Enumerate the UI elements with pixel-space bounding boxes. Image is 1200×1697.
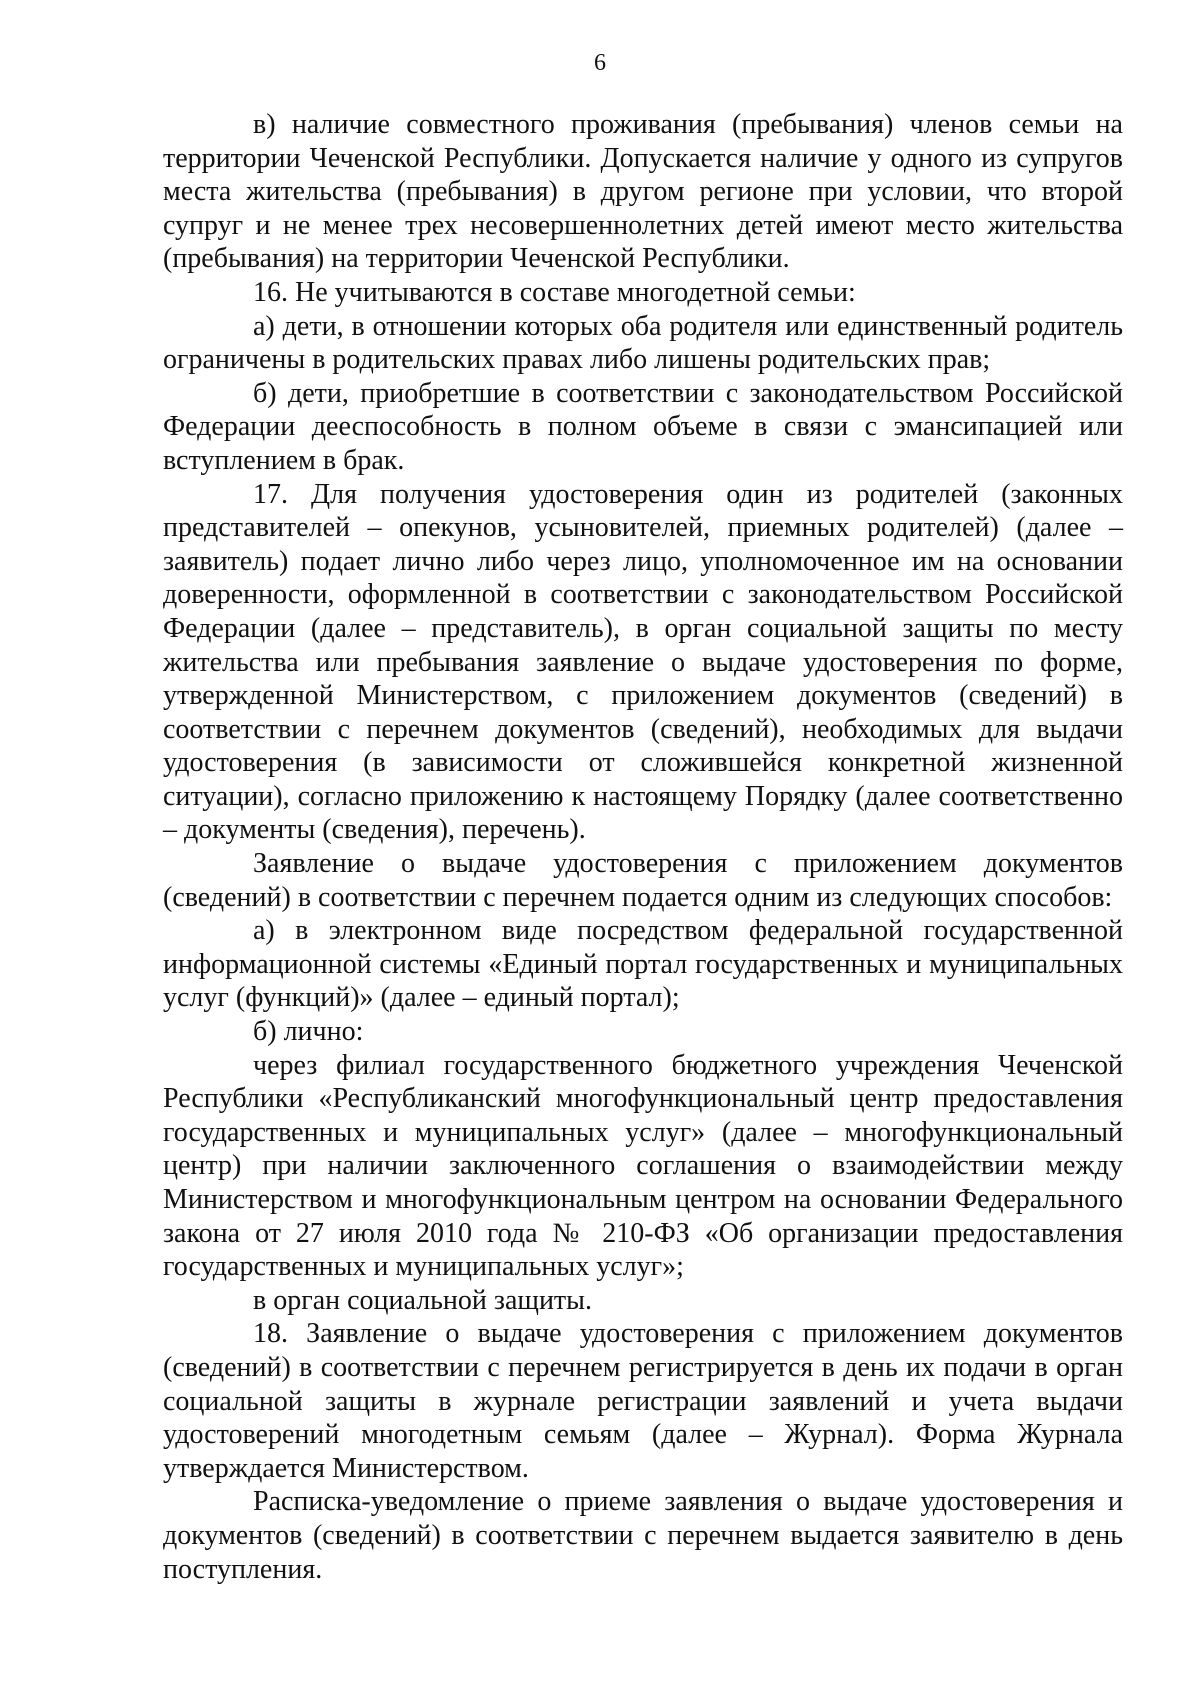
paragraph-method-b: б) лично: [253,1016,364,1048]
paragraph-mfc: через филиал государственного бюджетного учреждения Чеченской Республики «Республиканский многофункциональный центр предоставления государственных и муниципальных услуг» (далее – многофункциональный центр) при наличии заключенного соглашения о взаимодействии между Министерством и многофункциональным центром на основании Федерального закона от 27 июля 2010 года № 210-ФЗ «Об организации предоставления государственных и муниципальных услуг»; [163,1049,1123,1283]
paragraph-receipt: Расписка-уведомление о приеме заявления о выдаче удостоверения и документов (сведений) в соответствии с перечнем выдается заявителю в день поступления. [163,1486,1123,1585]
paragraph-16a: а) дети, в отношении которых оба родителя или единственный родитель ограничены в родительских правах либо лишены родительских прав; [163,310,1123,376]
paragraph-17: 17. Для получения удостоверения один из родителей (законных представителей – опекунов, усыновителей, приемных родителей) (далее – заявитель) подает лично либо через лицо, уполномоченное им на основании доверенности, оформленной в соответствии с законодательством Российской Федерации (далее – представитель), в орган социальной защиты по месту жительства или пребывания заявление о выдаче удостоверения по форме, утвержденной Министерством, с приложением документов (сведений) в соответствии с перечнем документов (сведений), необходимых для выдачи удостоверения (в зависимости от сложившейся конкретной жизненной ситуации), согласно приложению к настоящему Порядку (далее соответственно – документы (сведения), перечень). [163,478,1123,846]
paragraph-application-methods: Заявление о выдаче удостоверения с приложением документов (сведений) в соответствии с перечнем подается одним из следующих способов: [163,848,1123,913]
paragraph-16-heading: 16. Не учитываются в составе многодетной семьи: [253,276,856,308]
document-body [163,108,1123,1586]
paragraph-cohabitation: в) наличие совместного проживания (пребывания) членов семьи на территории Чеченской Республики. Допускается наличие у одного из супругов места жительства (пребывания) в другом регионе при условии, что второй супруг и не менее трех несовершеннолетних детей имеют место жительства (пребывания) на территории Чеченской Республики. [163,109,1123,275]
paragraph-social-protection: в орган социальной защиты. [253,1284,592,1316]
page-number: 6 [594,50,606,76]
paragraph-18: 18. Заявление о выдаче удостоверения с приложением документов (сведений) в соответствии с перечнем регистрируется в день их подачи в орган социальной защиты в журнале регистрации заявлений и учета выдачи удостоверений многодетным семьям (далее – Журнал). Форма Журнала утверждается Министерством. [163,1318,1123,1484]
paragraph-16b: б) дети, приобретшие в соответствии с законодательством Российской Федерации дееспособность в полном объеме в связи с эмансипацией или вступлением в брак. [163,377,1123,476]
paragraph-method-a: а) в электронном виде посредством федеральной государственной информационной системы «Единый портал государственных и муниципальных услуг (функций)» (далее – единый портал); [163,915,1123,1014]
